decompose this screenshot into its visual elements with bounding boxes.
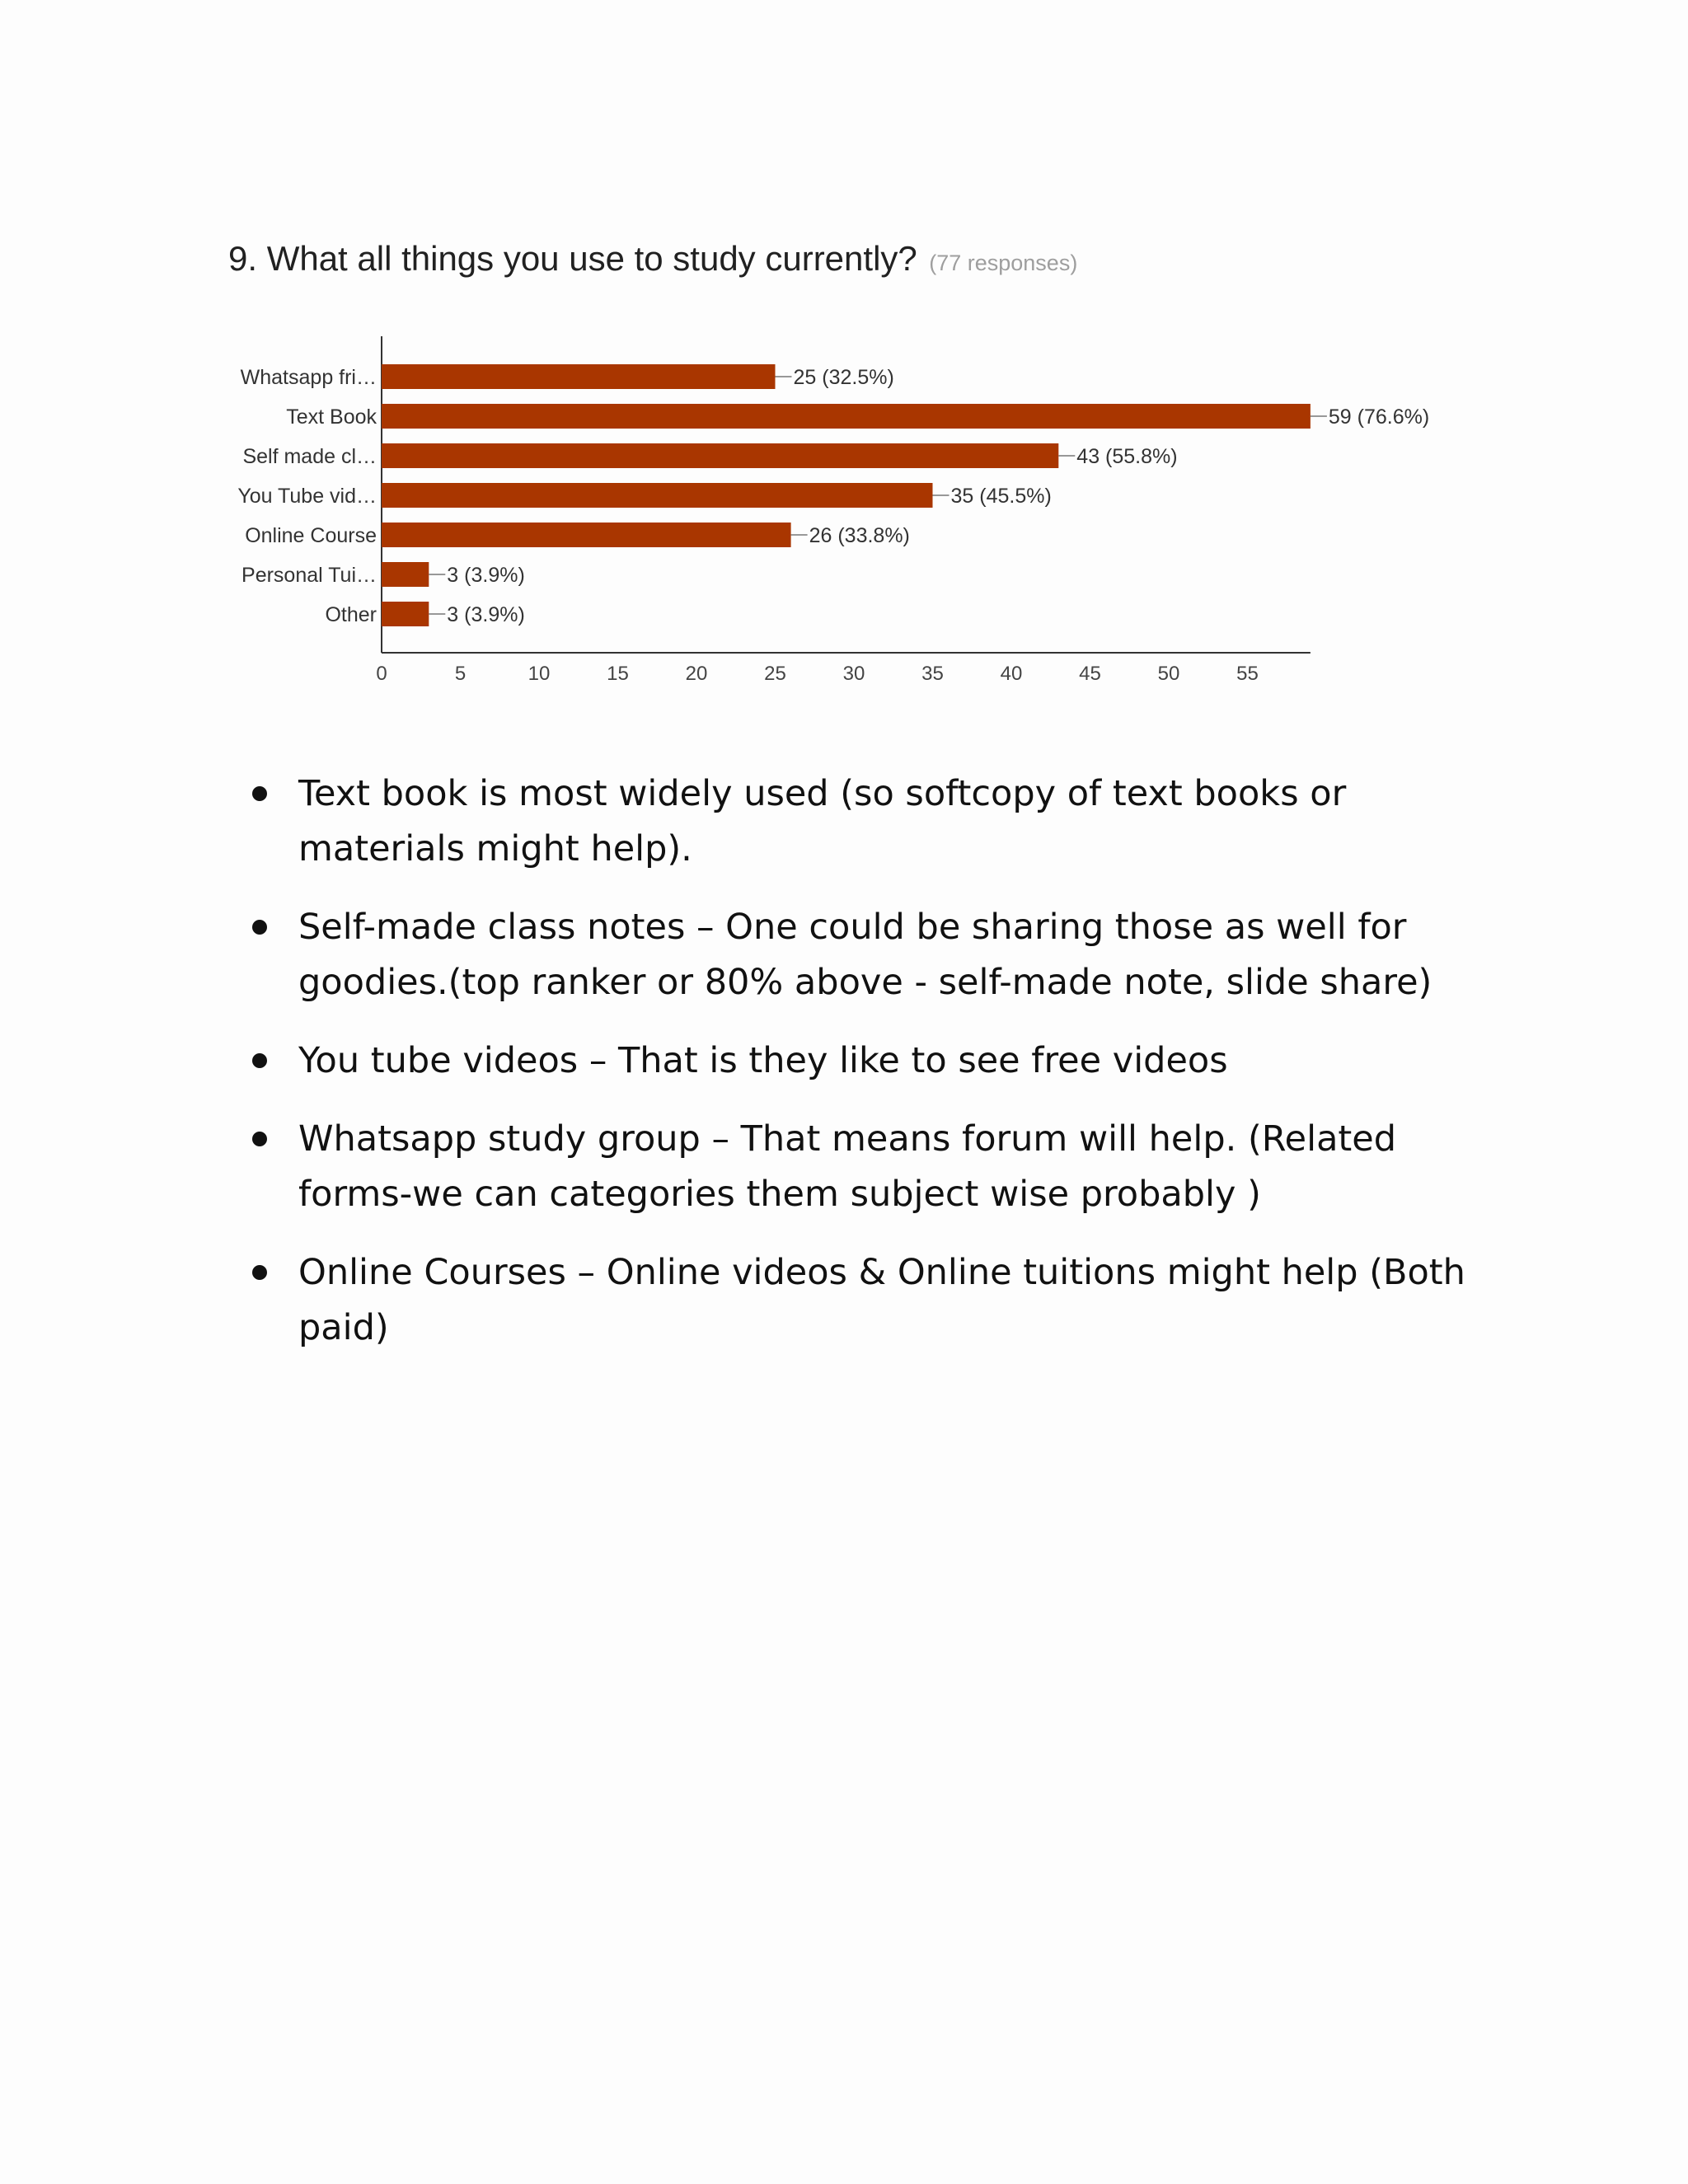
data-label: 26 (33.8%) — [809, 524, 910, 547]
x-tick-label: 40 — [1000, 663, 1023, 685]
data-label: 43 (55.8%) — [1076, 445, 1178, 468]
x-tick-label: 5 — [454, 663, 467, 685]
note-item: Text book is most widely used (so softcopy of text books or materials might help). — [246, 766, 1482, 877]
x-tick-label: 50 — [1157, 663, 1180, 685]
bar — [382, 364, 776, 389]
bar — [382, 443, 1058, 468]
x-tick-label: 0 — [376, 663, 387, 685]
x-tick-label: 20 — [685, 663, 708, 685]
note-item: Whatsapp study group – That means forum will help. (Related forms-we can categories them subject wise probably ) — [246, 1112, 1482, 1222]
category-label: Online Course — [245, 524, 377, 547]
note-item: Self-made class notes – One could be sharing those as well for goodies.(top ranker or 80% above - self-made note, slide share) — [246, 900, 1482, 1010]
data-label: 3 (3.9%) — [447, 564, 525, 587]
response-count: (77 responses) — [929, 251, 1078, 275]
x-tick-label: 25 — [764, 663, 786, 685]
bar — [382, 404, 1311, 429]
bar — [382, 602, 429, 626]
data-label: 59 (76.6%) — [1328, 405, 1430, 429]
x-tick-label: 55 — [1236, 663, 1259, 685]
data-label: 25 (32.5%) — [793, 366, 894, 389]
question-title: 9. What all things you use to study currently? — [228, 239, 917, 278]
bar — [382, 523, 791, 547]
bar — [382, 562, 429, 587]
bar — [382, 483, 933, 508]
note-item: Online Courses – Online videos & Online tuitions might help (Both paid) — [246, 1245, 1482, 1356]
x-tick-label: 15 — [607, 663, 629, 685]
x-tick-label: 30 — [842, 663, 865, 685]
notes-list — [246, 766, 1482, 1379]
data-label: 35 (45.5%) — [950, 485, 1052, 508]
x-tick-label: 35 — [921, 663, 944, 685]
category-label: Text Book — [286, 405, 377, 429]
data-label: 3 (3.9%) — [447, 603, 525, 626]
x-tick-label: 45 — [1079, 663, 1101, 685]
category-label: Whatsapp fri… — [240, 366, 377, 389]
category-label: Other — [325, 603, 377, 626]
category-label: You Tube vid… — [237, 485, 377, 508]
x-tick-label: 10 — [528, 663, 551, 685]
note-item: You tube videos – That is they like to see free videos — [246, 1033, 1482, 1089]
category-label: Personal Tui… — [241, 564, 377, 587]
bar-chart — [0, 0, 1688, 725]
category-label: Self made cl… — [242, 445, 377, 468]
